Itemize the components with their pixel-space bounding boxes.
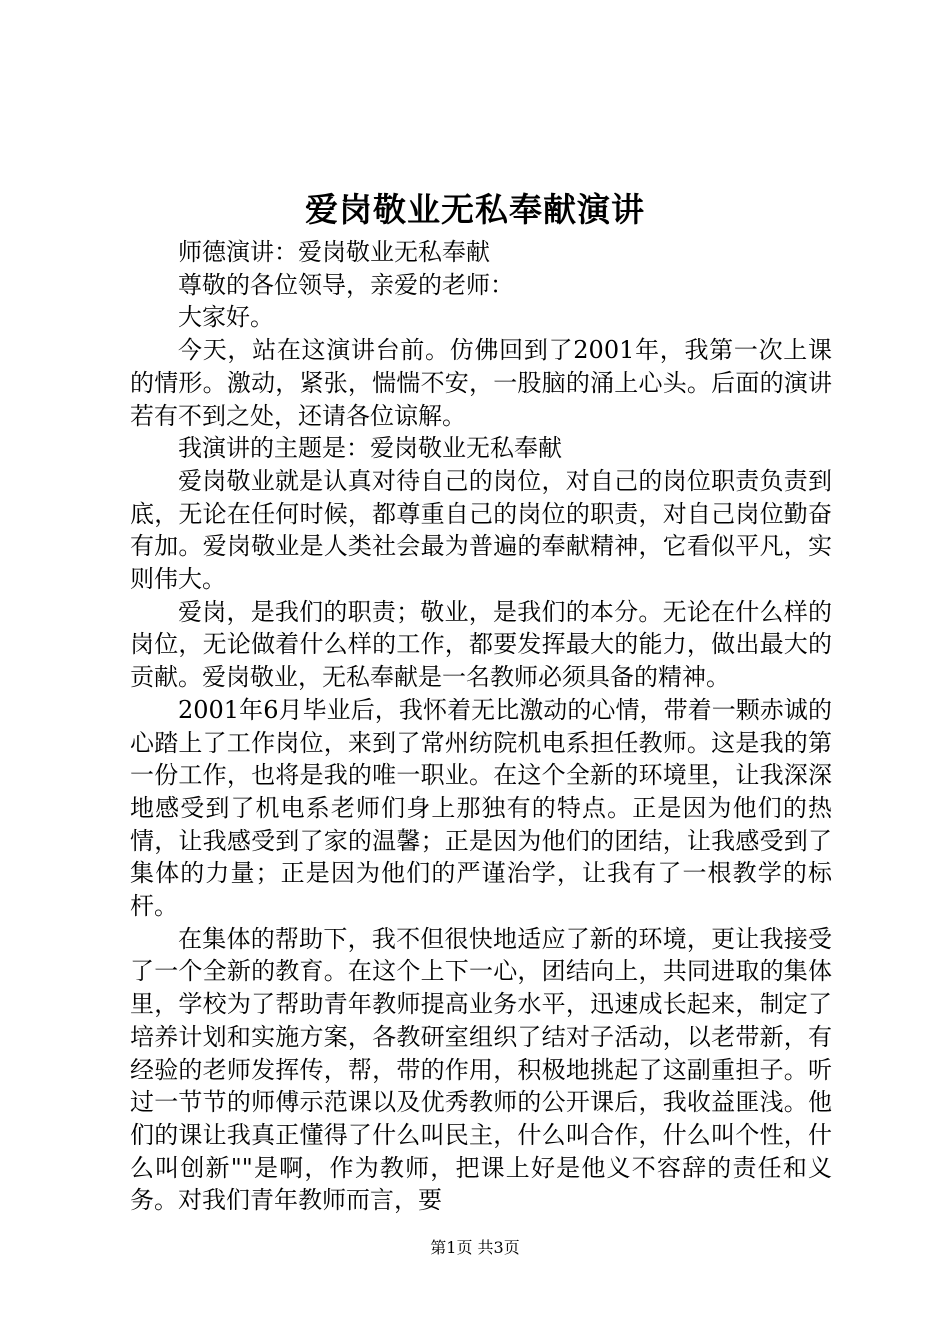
paragraph-duty: 爱岗，是我们的职责；敬业，是我们的本分。无论在什么样的岗位，无论做着什么样的工作，都要发挥最大的能力，做出最大的贡献。爱岗敬业，无私奉献是一名教师必须具备的精神。 [130, 597, 832, 692]
paragraph-greeting: 大家好。 [178, 303, 274, 332]
paragraph-subtitle: 师德演讲：爱岗敬业无私奉献 [178, 238, 490, 266]
paragraph-collective: 在集体的帮助下，我不但很快地适应了新的环境，更让我接受了一个全新的教育。在这个上下一心，团结向上，共同进取的集体里，学校为了帮助青年教师提高业务水平，迅速成长起来，制定了培养计划和实施方案，各教研室组织了结对子活动，以老带新，有经验的老师发挥传，帮，带的作用，积极地挑起了这副重担子。听过一节节的师傅示范课以及优秀教师的公开课后，我收益匪浅。他们的课让我真正懂得了什么叫民主，什么叫合作，什么叫个性，什么叫创新""是啊，作为教师，把课上好是他义不容辞的责任和义务。对我们青年教师而言，要 [130, 924, 832, 1215]
page-number-footer: 第1页 共3页 [430, 1238, 520, 1257]
paragraph-opening: 今天，站在这演讲台前。仿佛回到了2001年，我第一次上课的情形。激动，紧张，惴惴不安，一股脑的涌上心头。后面的演讲若有不到之处，还请各位谅解。 [130, 336, 832, 430]
paragraph-theme: 我演讲的主题是：爱岗敬业无私奉献 [178, 434, 562, 463]
document-title: 爱岗敬业无私奉献演讲 [305, 190, 645, 229]
paragraph-salutation: 尊敬的各位领导，亲爱的老师： [178, 270, 514, 299]
paragraph-definition: 爱岗敬业就是认真对待自己的岗位，对自己的岗位职责负责到底，无论在任何时候，都尊重自己的岗位的职责，对自己岗位勤奋有加。爱岗敬业是人类社会最为普遍的奉献精神，它看似平凡，实则伟大。 [130, 466, 832, 594]
paragraph-career-start: 2001年6月毕业后，我怀着无比激动的心情，带着一颗赤诚的心踏上了工作岗位，来到了常州纺院机电系担任教师。这是我的第一份工作，也将是我的唯一职业。在这个全新的环境里，让我深深地感受到了机电系老师们身上那独有的特点。正是因为他们的热情，让我感受到了家的温馨；正是因为他们的团结，让我感受到了集体的力量；正是因为他们的严谨治学，让我有了一根教学的标杆。 [130, 695, 832, 921]
document-body [130, 236, 832, 1217]
